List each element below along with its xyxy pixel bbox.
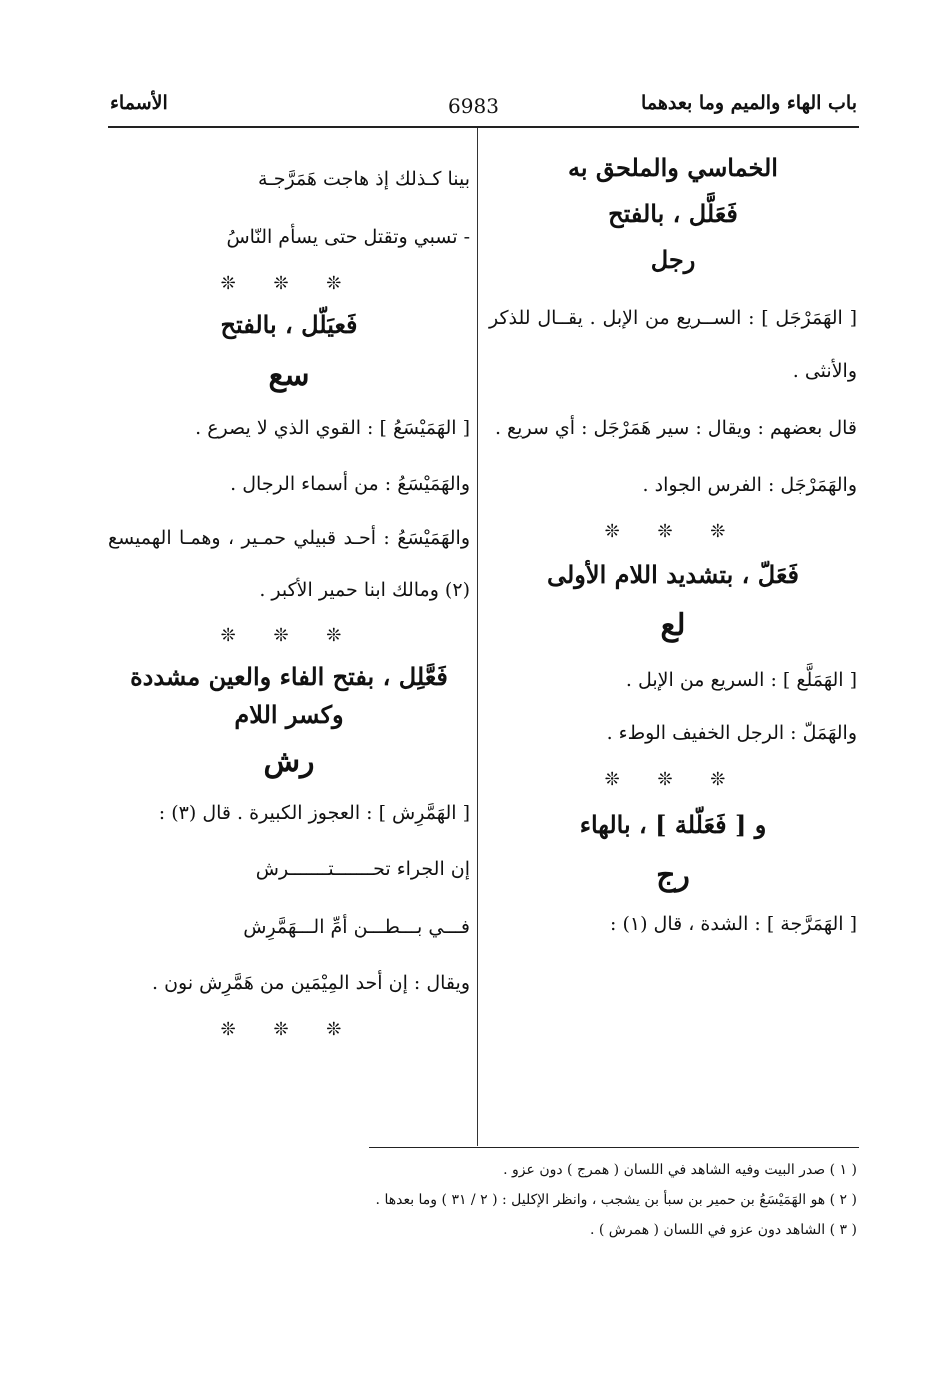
verse-line: إن الجراء تحـــــــتـــــــرش (255, 858, 470, 880)
root-heading: رج (656, 858, 690, 893)
right-column (489, 150, 857, 944)
entry-paragraph: [ الهَمَرَّجة ] : الشدة ، قال (١) : (610, 913, 857, 935)
entry-paragraph: [ الهَمَلَّع ] : السريع من الإبل . (625, 669, 857, 691)
section-separator: ❊ ❊ ❊ (220, 625, 358, 646)
page-number: 6983 (448, 94, 499, 118)
entry-paragraph: والهَمَرْجَل : الفرس الجواد . (642, 474, 857, 496)
column-divider (477, 128, 478, 1146)
footnotes (117, 1155, 857, 1245)
entry-paragraph: [ الهَمَرْجَل ] : الســريع من الإبل . يقــال للذكر والأنثى . (489, 307, 857, 382)
footnote: ( ١ ) صدر البيت وفيه الشاهد في اللسان ( همرج ) دون عزو . (503, 1162, 857, 1178)
footnote: ( ٣ ) الشاهد دون عزو في اللسان ( همرش ) . (589, 1222, 857, 1239)
pattern-heading: و [ فَعَلّلة ] ، بالهاء (579, 810, 767, 839)
pattern-heading: فَعيَلّل ، بالفتح (220, 310, 358, 339)
entry-paragraph: [ الهَمَيْسَعُ ] : القوي الذي لا يصرع . (195, 417, 470, 439)
header-rule (108, 126, 859, 128)
entry-paragraph: ويقال : إن أحد المِيْمَين من هَمَّرِش نون . (152, 972, 470, 994)
pattern-heading: فَعَلّ ، بتشديد اللام الأولى (546, 560, 800, 589)
pattern-heading: فَعَلَّل ، بالفتح (608, 199, 738, 228)
section-separator: ❊ ❊ ❊ (604, 521, 742, 542)
verse-line: بينا كـذلك إذ هاجت هَمَرَّجـة (257, 168, 470, 190)
pattern-heading-continued: وكسر اللام (234, 700, 344, 729)
entry-paragraph: والهَمَيْسَعُ : أحـد قبيلي حمـير ، وهمـا الهميسع (٢) ومالك ابنا حمير الأكبر . (108, 527, 470, 601)
pattern-heading: فَعَّلِل ، بفتح الفاء والعين مشددة (130, 662, 448, 691)
footnote-rule (369, 1147, 859, 1148)
footnote: ( ٢ ) هو الهَمَيْسَعُ بن حمير بن سبأ بن يشجب ، وانظر الإكليل : ( ٢ / ٣١ ) وما بعدها . (375, 1192, 857, 1209)
root-heading: رش (263, 744, 315, 779)
section-separator: ❊ ❊ ❊ (220, 1019, 358, 1040)
verse-line: - تسبي وتقتل حتى يسأم النّاسُ (226, 226, 470, 248)
root-heading: سع (268, 358, 310, 393)
section-separator: ❊ ❊ ❊ (220, 273, 358, 294)
root-heading: رجل (650, 245, 696, 274)
chapter-header: باب الهاء والميم وما بعدهما (641, 92, 857, 114)
section-heading: الخماسي والملحق به (568, 153, 778, 182)
entry-paragraph: والهَمَلّ : الرجل الخفيف الوطء . (606, 722, 857, 744)
verse-line: فـــي بـــطـــن أمِّ الـــهَمَّرِش (243, 916, 470, 938)
entry-paragraph: والهَمَيْسَعُ : من أسماء الرجال . (230, 473, 470, 495)
root-heading: لع (660, 608, 686, 643)
section-separator: ❊ ❊ ❊ (604, 769, 742, 790)
left-column (108, 150, 470, 1043)
entry-paragraph: [ الهَمَّرِش ] : العجوز الكبيرة . قال (٣) : (158, 802, 470, 824)
section-header: الأسماء (110, 92, 168, 114)
entry-paragraph: قال بعضهم : ويقال : سير هَمَرْجَل : أي سريع . (494, 417, 857, 439)
